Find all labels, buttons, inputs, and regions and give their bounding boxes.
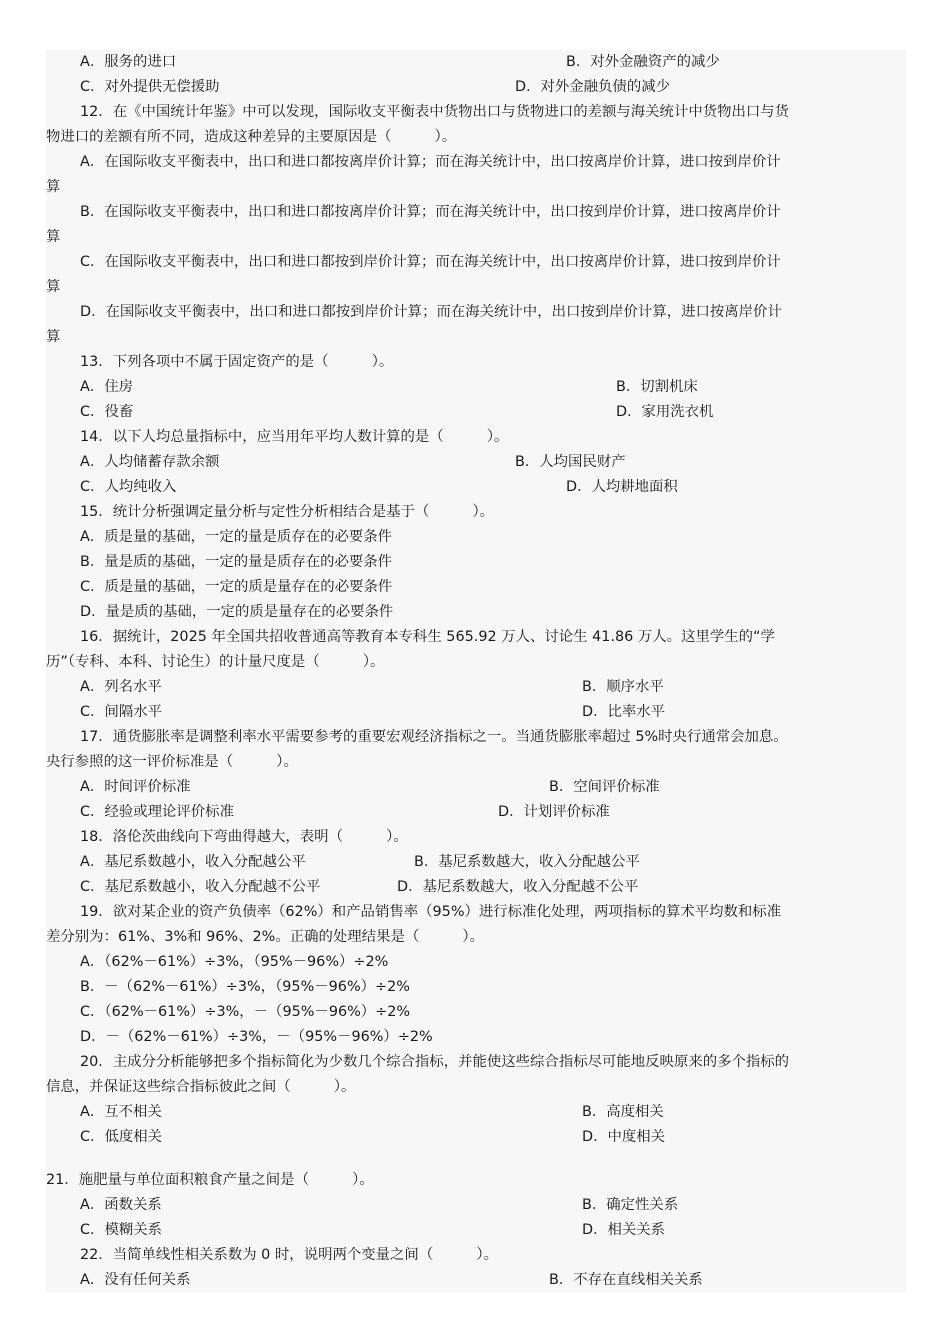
q12-option-a-line-2 bbox=[46, 175, 906, 199]
q22-option-b: B．不存在直线相关关系 bbox=[549, 1272, 703, 1288]
q12-option-d-line-1 bbox=[46, 300, 906, 324]
q18-stem-line bbox=[46, 825, 906, 849]
q16-row-ab bbox=[46, 675, 906, 699]
q21-option-b: B．确定性关系 bbox=[582, 1197, 679, 1213]
q18-row-ab bbox=[46, 850, 906, 874]
q16-option-c: C．间隔水平 bbox=[80, 704, 163, 720]
q12-option-d-1: D．在国际收支平衡表中，出口和进口都按到岸价计算；而在海关统计中，出口按到岸价计算，进口按离岸价计 bbox=[80, 304, 782, 320]
q19-option-d-line bbox=[46, 1025, 906, 1049]
q14-row-ab bbox=[46, 450, 906, 474]
q18-row-cd bbox=[46, 875, 906, 899]
q16-option-a: A．列名水平 bbox=[80, 679, 162, 695]
q12-option-b-line-1 bbox=[46, 200, 906, 224]
q14-stem: 14．以下人均总量指标中，应当用年平均人数计算的是（ ）。 bbox=[80, 429, 509, 445]
q12-option-a-line-1 bbox=[46, 150, 906, 174]
q11-row-ab bbox=[46, 50, 906, 74]
q20-option-c: C．低度相关 bbox=[80, 1129, 163, 1145]
q19-option-c-line bbox=[46, 1000, 906, 1024]
q12-stem-line-2 bbox=[46, 125, 906, 149]
exam-document bbox=[46, 50, 906, 1293]
q14-option-d: D．人均耕地面积 bbox=[566, 479, 678, 495]
q17-stem-2: 央行参照的这一评价标准是（ ）。 bbox=[46, 754, 298, 770]
q18-option-b: B．基尼系数越大，收入分配越公平 bbox=[414, 854, 640, 870]
q17-option-d: D．计划评价标准 bbox=[498, 804, 610, 820]
q14-option-b: B．人均国民财产 bbox=[515, 454, 626, 470]
q13-row-cd bbox=[46, 400, 906, 424]
q14-stem-line bbox=[46, 425, 906, 449]
q19-stem-1: 19．欲对某企业的资产负债率（62%）和产品销售率（95%）进行标准化处理，两项指标的算术平均数和标准 bbox=[80, 904, 782, 920]
q15-option-a: A．质是量的基础，一定的量是质存在的必要条件 bbox=[80, 529, 393, 545]
q21-row-ab bbox=[46, 1193, 906, 1217]
q22-stem-line bbox=[46, 1243, 906, 1267]
q21-option-d: D．相关关系 bbox=[582, 1222, 666, 1238]
q12-option-b-line-2 bbox=[46, 225, 906, 249]
q17-stem-line-1 bbox=[46, 725, 906, 749]
q17-option-c: C．经验或理论评价标准 bbox=[80, 804, 234, 820]
q12-option-d-line-2 bbox=[46, 325, 906, 349]
q19-option-b: B．－（62%－61%）÷3%，（95%－96%）÷2% bbox=[80, 979, 410, 995]
q20-option-d: D．中度相关 bbox=[582, 1129, 666, 1145]
q15-stem-line bbox=[46, 500, 906, 524]
q19-stem-line-2 bbox=[46, 925, 906, 949]
q17-stem-line-2 bbox=[46, 750, 906, 774]
q19-stem-line-1 bbox=[46, 900, 906, 924]
q19-option-d: D．－（62%－61%）÷3%，－（95%－96%）÷2% bbox=[80, 1029, 433, 1045]
q18-option-c: C．基尼系数越小，收入分配越不公平 bbox=[80, 879, 321, 895]
q16-stem-line-2 bbox=[46, 650, 906, 674]
q21-stem: 21．施肥量与单位面积粮食产量之间是（ ）。 bbox=[46, 1172, 374, 1188]
q12-option-a-2: 算 bbox=[46, 179, 61, 195]
q16-row-cd bbox=[46, 700, 906, 724]
q13-option-b: B．切割机床 bbox=[616, 379, 698, 395]
q12-option-d-2: 算 bbox=[46, 329, 61, 345]
q19-option-a-line bbox=[46, 950, 906, 974]
q15-option-c: C．质是量的基础，一定的质是量存在的必要条件 bbox=[80, 579, 393, 595]
q21-stem-line bbox=[46, 1168, 906, 1192]
q20-row-cd bbox=[46, 1125, 906, 1149]
q18-option-d: D．基尼系数越大，收入分配越不公平 bbox=[397, 879, 639, 895]
q17-row-ab bbox=[46, 775, 906, 799]
q15-option-c-line bbox=[46, 575, 906, 599]
q19-option-a: A．（62%－61%）÷3%，（95%－96%）÷2% bbox=[80, 954, 389, 970]
q11-option-a: A．服务的进口 bbox=[80, 54, 177, 70]
q14-option-c: C．人均纯收入 bbox=[80, 479, 177, 495]
q12-stem-2: 物进口的差额有所不同，造成这种差异的主要原因是（ ）。 bbox=[46, 129, 457, 145]
q14-row-cd bbox=[46, 475, 906, 499]
q15-option-d-line bbox=[46, 600, 906, 624]
q17-option-b: B．空间评价标准 bbox=[549, 779, 660, 795]
q21-option-c: C．模糊关系 bbox=[80, 1222, 163, 1238]
q12-option-c-line-1 bbox=[46, 250, 906, 274]
q17-stem-1: 17．通货膨胀率是调整利率水平需要参考的重要宏观经济指标之一。当通货膨胀率超过 5%时央行通常会加息。 bbox=[80, 729, 788, 745]
q13-option-c: C．役畜 bbox=[80, 404, 134, 420]
q22-row-ab bbox=[46, 1268, 906, 1292]
q12-stem-line-1 bbox=[46, 100, 906, 124]
q12-option-c-line-2 bbox=[46, 275, 906, 299]
q11-option-c: C．对外提供无偿援助 bbox=[80, 79, 220, 95]
q20-option-b: B．高度相关 bbox=[582, 1104, 664, 1120]
q14-option-a: A．人均储蓄存款余额 bbox=[80, 454, 220, 470]
q21-row-cd bbox=[46, 1218, 906, 1242]
q20-stem-2: 信息，并保证这些综合指标彼此之间（ ）。 bbox=[46, 1079, 356, 1095]
q20-stem-1: 20．主成分分析能够把多个指标简化为少数几个综合指标，并能使这些综合指标尽可能地反映原来的多个指标的 bbox=[80, 1054, 790, 1070]
q11-row-cd bbox=[46, 75, 906, 99]
q21-option-a: A．函数关系 bbox=[80, 1197, 162, 1213]
q11-option-d: D．对外金融负债的减少 bbox=[515, 79, 670, 95]
q18-stem: 18．洛伦茨曲线向下弯曲得越大，表明（ ）。 bbox=[80, 829, 408, 845]
q19-option-c: C．（62%－61%）÷3%，－（95%－96%）÷2% bbox=[80, 1004, 411, 1020]
q17-option-a: A．时间评价标准 bbox=[80, 779, 191, 795]
q16-stem-line-1 bbox=[46, 625, 906, 649]
q12-stem-1: 12．在《中国统计年鉴》中可以发现，国际收支平衡表中货物出口与货物进口的差额与海关统计中货物出口与货 bbox=[80, 104, 790, 120]
q17-row-cd bbox=[46, 800, 906, 824]
q15-stem: 15．统计分析强调定量分析与定性分析相结合是基于（ ）。 bbox=[80, 504, 495, 520]
q13-option-d: D．家用洗衣机 bbox=[616, 404, 714, 420]
q15-option-a-line bbox=[46, 525, 906, 549]
q11-option-b: B．对外金融资产的减少 bbox=[566, 54, 720, 70]
q15-option-b-line bbox=[46, 550, 906, 574]
q19-option-b-line bbox=[46, 975, 906, 999]
q15-option-d: D．量是质的基础，一定的质是量存在的必要条件 bbox=[80, 604, 394, 620]
q13-stem: 13．下列各项中不属于固定资产的是（ ）。 bbox=[80, 354, 394, 370]
q12-option-b-1: B．在国际收支平衡表中，出口和进口都按离岸价计算；而在海关统计中，出口按到岸价计算，进口按离岸价计 bbox=[80, 204, 781, 220]
q16-stem-2: 历”（专科、本科、讨论生）的计量尺度是（ ）。 bbox=[46, 654, 385, 670]
q13-stem-line bbox=[46, 350, 906, 374]
q12-option-c-1: C．在国际收支平衡表中，出口和进口都按到岸价计算；而在海关统计中，出口按离岸价计算，进口按到岸价计 bbox=[80, 254, 781, 270]
q13-option-a: A．住房 bbox=[80, 379, 134, 395]
q18-option-a: A．基尼系数越小，收入分配越公平 bbox=[80, 854, 306, 870]
q22-option-a: A．没有任何关系 bbox=[80, 1272, 191, 1288]
q20-stem-line-1 bbox=[46, 1050, 906, 1074]
q12-option-b-2: 算 bbox=[46, 229, 61, 245]
q20-option-a: A．互不相关 bbox=[80, 1104, 162, 1120]
q16-option-d: D．比率水平 bbox=[582, 704, 666, 720]
q19-stem-2: 差分别为：61%、3%和 96%、2%。正确的处理结果是（ ）。 bbox=[46, 929, 484, 945]
q15-option-b: B．量是质的基础，一定的量是质存在的必要条件 bbox=[80, 554, 393, 570]
q16-option-b: B．顺序水平 bbox=[582, 679, 664, 695]
q12-option-a-1: A．在国际收支平衡表中，出口和进口都按离岸价计算；而在海关统计中，出口按离岸价计算，进口按到岸价计 bbox=[80, 154, 781, 170]
q13-row-ab bbox=[46, 375, 906, 399]
q20-row-ab bbox=[46, 1100, 906, 1124]
q12-option-c-2: 算 bbox=[46, 279, 61, 295]
q20-stem-line-2 bbox=[46, 1075, 906, 1099]
q22-stem: 22．当简单线性相关系数为 0 时，说明两个变量之间（ ）。 bbox=[80, 1247, 498, 1263]
q16-stem-1: 16．据统计，2025 年全国共招收普通高等教育本专科生 565.92 万人、讨论生 41.86 万人。这里学生的“学 bbox=[80, 629, 775, 645]
